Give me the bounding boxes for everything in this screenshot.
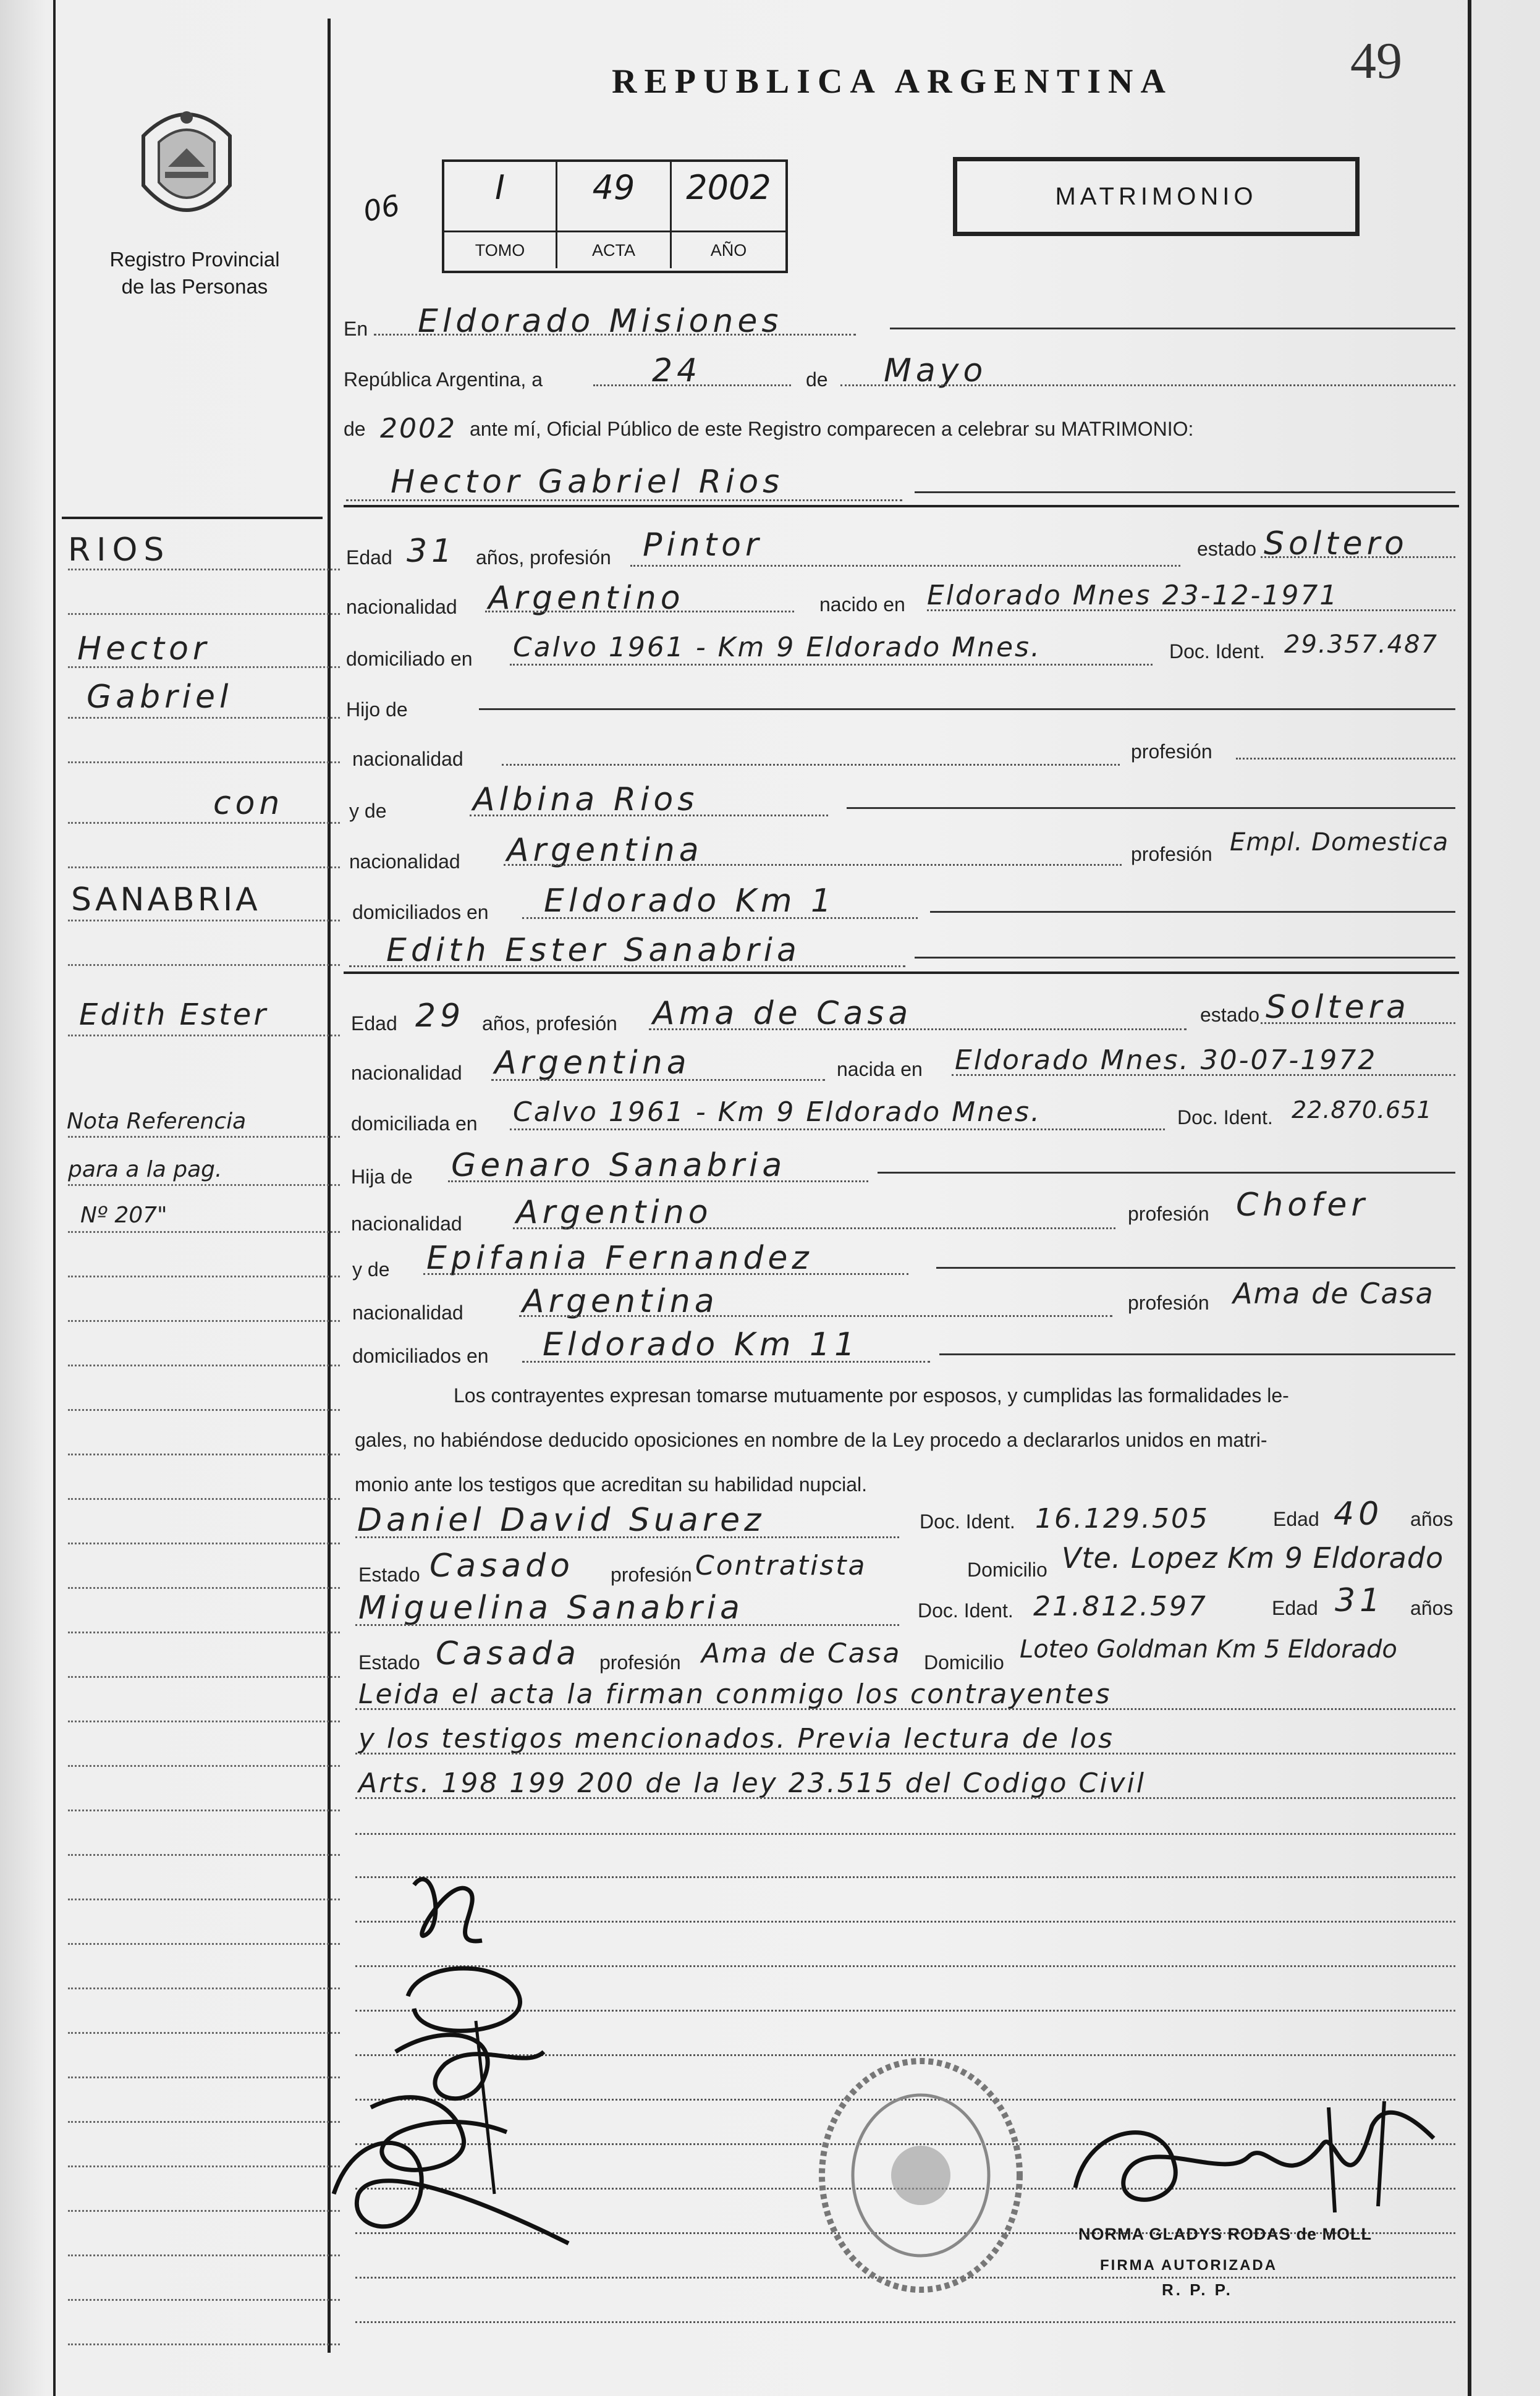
de-label: de bbox=[806, 368, 828, 391]
en-label: En bbox=[344, 318, 368, 340]
bride-nac-label: nacionalidad bbox=[351, 1062, 462, 1084]
bride-domicilio: Calvo 1961 - Km 9 Eldorado Mnes. bbox=[513, 1096, 1041, 1128]
witness1-profesion-label: profesión bbox=[611, 1564, 692, 1586]
dotted-line bbox=[1261, 556, 1455, 558]
witness1-name: Daniel David Suarez bbox=[357, 1502, 766, 1539]
margin-dotted-line bbox=[68, 1543, 340, 1544]
rule-line bbox=[915, 957, 1455, 959]
month-value: Mayo bbox=[884, 352, 988, 389]
dotted-line bbox=[510, 1128, 1165, 1130]
bride-father: Genaro Sanabria bbox=[451, 1147, 787, 1184]
record-box bbox=[442, 159, 788, 273]
margin-dotted-line bbox=[68, 2076, 340, 2078]
margin-dotted-line bbox=[68, 822, 340, 824]
margin-surname1: RIOS bbox=[68, 531, 171, 569]
bride-yde-label: y de bbox=[352, 1258, 390, 1281]
groom-section-rule bbox=[344, 505, 1459, 507]
tomo-cell bbox=[444, 162, 557, 268]
margin-dotted-line bbox=[68, 1136, 340, 1138]
groom-estado-label: estado bbox=[1197, 538, 1257, 560]
witness2-domicilio-label: Domicilio bbox=[924, 1651, 1004, 1674]
bride-dom-label: domiciliada en bbox=[351, 1112, 478, 1135]
margin-given2: Edith Ester bbox=[79, 997, 269, 1032]
margin-dotted-line bbox=[68, 1765, 340, 1767]
margin-dotted-line bbox=[68, 1632, 340, 1633]
witness2-doc-label: Doc. Ident. bbox=[918, 1599, 1013, 1622]
groom-father-prof-label: profesión bbox=[1131, 740, 1212, 763]
rule-line bbox=[890, 328, 1455, 329]
dotted-line bbox=[355, 1624, 899, 1626]
acta-value: 49 bbox=[592, 168, 635, 207]
dotted-line bbox=[355, 2321, 1455, 2323]
margin-dotted-line bbox=[68, 1184, 340, 1186]
margin-given1a: Hector bbox=[77, 630, 211, 667]
registry-line2: de las Personas bbox=[121, 275, 268, 298]
declaration-text bbox=[355, 1373, 1461, 1507]
official-signature bbox=[1063, 2089, 1446, 2231]
margin-dotted-line bbox=[68, 2343, 340, 2345]
dotted-line bbox=[927, 609, 1455, 611]
margin-dotted-line bbox=[68, 1320, 340, 1322]
bride-anos-profesion: años, profesión bbox=[482, 1012, 617, 1035]
groom-anos-profesion: años, profesión bbox=[476, 546, 611, 569]
margin-dotted-line bbox=[68, 2121, 340, 2123]
margin-dotted-line bbox=[68, 2254, 340, 2256]
bride-father-prof-label: profesión bbox=[1128, 1203, 1209, 1225]
margin-dotted-line bbox=[68, 761, 340, 763]
dotted-line bbox=[349, 965, 905, 967]
groom-doc-label: Doc. Ident. bbox=[1169, 640, 1265, 662]
bride-nacida-label: nacida en bbox=[837, 1058, 923, 1080]
groom-yde-label: y de bbox=[349, 800, 387, 822]
dotted-line bbox=[840, 384, 1455, 386]
bride-section-rule bbox=[344, 972, 1459, 974]
witness2-estado: Casada bbox=[436, 1635, 581, 1672]
act-type-box bbox=[953, 157, 1360, 236]
dotted-line bbox=[355, 1708, 1455, 1710]
bride-mother-prof-label: profesión bbox=[1128, 1292, 1209, 1314]
dotted-line bbox=[355, 1833, 1455, 1835]
tomo-value: I bbox=[495, 168, 505, 207]
dotted-line bbox=[1236, 758, 1455, 760]
margin-dotted-line bbox=[68, 1035, 340, 1036]
dotted-line bbox=[513, 1227, 1115, 1229]
bride-mother-nac: Argentina bbox=[522, 1283, 719, 1320]
witness2-profesion-label: profesión bbox=[599, 1651, 681, 1674]
witness2-anos: años bbox=[1410, 1597, 1453, 1619]
dotted-line bbox=[491, 1079, 825, 1081]
dotted-line bbox=[952, 1074, 1455, 1076]
margin-dotted-line bbox=[68, 1854, 340, 1856]
witness2-profesion: Ama de Casa bbox=[701, 1638, 902, 1669]
margin-top-rule bbox=[62, 517, 323, 519]
bride-edad-label: Edad bbox=[351, 1012, 397, 1035]
bride-mother: Epifania Fernandez bbox=[426, 1240, 813, 1277]
witness2-doc: 21.812.597 bbox=[1033, 1591, 1208, 1622]
margin-dotted-line bbox=[68, 2165, 340, 2167]
rule-line bbox=[847, 807, 1455, 809]
dotted-line bbox=[519, 1315, 1112, 1317]
groom-mother-prof-label: profesión bbox=[1131, 843, 1212, 865]
ano-value: 2002 bbox=[686, 168, 771, 207]
margin-dotted-line bbox=[68, 1409, 340, 1411]
margin-dotted-line bbox=[68, 1899, 340, 1900]
witness1-doc: 16.129.505 bbox=[1035, 1503, 1209, 1535]
witness1-domicilio: Vte. Lopez Km 9 Eldorado bbox=[1062, 1541, 1444, 1575]
bride-father-nac: Argentino bbox=[516, 1194, 713, 1231]
official-stamp-icon bbox=[810, 2052, 1032, 2299]
witness2-edad: 31 bbox=[1335, 1582, 1385, 1619]
declaration-line3: monio ante los testigos que acreditan su habilidad nupcial. bbox=[355, 1473, 867, 1496]
closing-line1: Leida el acta la firman conmigo los contrayentes bbox=[358, 1678, 1112, 1710]
dotted-line bbox=[485, 611, 794, 612]
dotted-line bbox=[470, 815, 828, 816]
dotted-line bbox=[510, 664, 1153, 666]
declaration-line2: gales, no habiéndose deducido oposiciones en nombre de la Ley procedo a declararlos unidos en matri- bbox=[355, 1429, 1267, 1451]
margin-dotted-line bbox=[68, 964, 340, 966]
margin-note3: Nº 207" bbox=[80, 1203, 167, 1228]
dotted-line bbox=[355, 1797, 1455, 1799]
rule-line bbox=[930, 911, 1455, 913]
tomo-label: TOMO bbox=[444, 231, 556, 268]
bride-parents-dom-label: domiciliados en bbox=[352, 1345, 489, 1367]
margin-con: con bbox=[213, 785, 284, 822]
margin-dotted-line bbox=[68, 866, 340, 868]
groom-name: Hector Gabriel Rios bbox=[391, 464, 784, 501]
dotted-line bbox=[504, 864, 1122, 866]
republica-label: República Argentina, a bbox=[344, 368, 543, 391]
margin-dotted-line bbox=[68, 1721, 340, 1722]
bride-father-prof: Chofer bbox=[1236, 1187, 1369, 1224]
dotted-line bbox=[522, 917, 918, 919]
dotted-line bbox=[649, 1028, 1187, 1030]
margin-note2: para a la pag. bbox=[68, 1157, 222, 1182]
witness1-doc-label: Doc. Ident. bbox=[920, 1510, 1015, 1533]
bride-profesion: Ama de Casa bbox=[653, 995, 913, 1032]
groom-parents-dom: Eldorado Km 1 bbox=[544, 883, 836, 920]
margin-dotted-line bbox=[68, 1276, 340, 1277]
bride-name: Edith Ester Sanabria bbox=[386, 932, 801, 969]
witness1-domicilio-label: Domicilio bbox=[967, 1559, 1047, 1581]
margin-dotted-line bbox=[68, 666, 340, 668]
acta-cell bbox=[557, 162, 672, 268]
margin-dotted-line bbox=[68, 1943, 340, 1945]
groom-mother: Albina Rios bbox=[473, 781, 699, 818]
act-type-label: MATRIMONIO bbox=[1055, 182, 1258, 210]
witness1-estado-label: Estado bbox=[358, 1564, 420, 1586]
margin-mark: 06 bbox=[360, 188, 403, 229]
groom-mother-nac: Argentina bbox=[507, 832, 703, 869]
dotted-line bbox=[522, 1361, 930, 1363]
bride-doc-label: Doc. Ident. bbox=[1177, 1106, 1273, 1128]
rule-line bbox=[936, 1267, 1455, 1269]
groom-edad: 31 bbox=[407, 533, 457, 570]
dotted-line bbox=[502, 764, 1120, 766]
bride-father-nac-label: nacionalidad bbox=[351, 1213, 462, 1235]
groom-mother-nac-label: nacionalidad bbox=[349, 850, 460, 873]
margin-dotted-line bbox=[68, 1365, 340, 1366]
bride-mother-nac-label: nacionalidad bbox=[352, 1302, 463, 1324]
official-title: FIRMA AUTORIZADA bbox=[1100, 2257, 1278, 2274]
groom-estado: Soltero bbox=[1264, 525, 1408, 562]
rule-line bbox=[878, 1172, 1455, 1174]
page-number: 49 bbox=[1350, 32, 1402, 90]
witness1-estado: Casado bbox=[429, 1547, 574, 1585]
margin-note1: Nota Referencia bbox=[67, 1109, 247, 1134]
margin-dotted-line bbox=[68, 920, 340, 921]
closing-line3: Arts. 198 199 200 de la ley 23.515 del Codigo Civil bbox=[358, 1767, 1146, 1799]
groom-domicilio: Calvo 1961 - Km 9 Eldorado Mnes. bbox=[513, 632, 1041, 663]
groom-edad-label: Edad bbox=[346, 546, 392, 569]
margin-given1b: Gabriel bbox=[87, 679, 233, 716]
margin-dotted-line bbox=[68, 2210, 340, 2212]
place-value: Eldorado Misiones bbox=[418, 303, 783, 340]
rule-line bbox=[915, 491, 1455, 493]
official-name: NORMA GLADYS RODAS de MOLL bbox=[1078, 2225, 1372, 2243]
margin-dotted-line bbox=[68, 569, 340, 570]
dotted-line bbox=[630, 565, 1180, 567]
witness2-edad-label: Edad bbox=[1272, 1597, 1318, 1619]
witness1-profesion: Contratista bbox=[695, 1550, 867, 1581]
year-prefix: de bbox=[344, 418, 366, 440]
official-office: R. P. P. bbox=[1162, 2280, 1233, 2299]
bride-mother-prof: Ama de Casa bbox=[1233, 1277, 1434, 1310]
ano-cell bbox=[672, 162, 785, 268]
bride-nacionalidad: Argentina bbox=[494, 1044, 691, 1082]
groom-hijo-label: Hijo de bbox=[346, 698, 408, 721]
margin-dotted-line bbox=[68, 1676, 340, 1678]
margin-dotted-line bbox=[68, 613, 340, 615]
groom-father-nac-label: nacionalidad bbox=[352, 748, 463, 770]
dotted-line bbox=[355, 1536, 899, 1538]
margin-dotted-line bbox=[68, 2032, 340, 2034]
margin-dotted-line bbox=[68, 1587, 340, 1589]
declaration-line1: Los contrayentes expresan tomarse mutuamente por esposos, y cumplidas las formalidades le- bbox=[454, 1384, 1289, 1407]
bride-doc: 22.870.651 bbox=[1292, 1096, 1432, 1124]
witness2-estado-label: Estado bbox=[358, 1651, 420, 1674]
margin-dotted-line bbox=[68, 1231, 340, 1233]
dotted-line bbox=[355, 1753, 1455, 1755]
dotted-line bbox=[374, 334, 856, 336]
bride-parents-dom: Eldorado Km 11 bbox=[543, 1326, 860, 1363]
margin-dotted-line bbox=[68, 717, 340, 719]
bride-estado-label: estado bbox=[1200, 1004, 1260, 1026]
groom-profesion: Pintor bbox=[643, 527, 763, 564]
bride-edad: 29 bbox=[415, 997, 465, 1035]
witness1-anos: años bbox=[1410, 1508, 1453, 1530]
groom-parents-dom-label: domiciliados en bbox=[352, 901, 489, 923]
day-value: 24 bbox=[652, 352, 702, 389]
ano-label: AÑO bbox=[672, 231, 785, 268]
closing-line2: y los testigos mencionados. Previa lectura de los bbox=[358, 1723, 1114, 1755]
registry-line1: Registro Provincial bbox=[109, 248, 280, 271]
year-value: 2002 bbox=[380, 413, 457, 444]
groom-doc: 29.357.487 bbox=[1284, 630, 1439, 659]
provincial-seal-icon bbox=[131, 99, 242, 229]
bride-estado: Soltera bbox=[1266, 989, 1410, 1026]
acta-label: ACTA bbox=[557, 231, 670, 268]
groom-nacido-label: nacido en bbox=[819, 593, 905, 616]
margin-dotted-line bbox=[68, 2299, 340, 2301]
witness2-name: Miguelina Sanabria bbox=[358, 1590, 744, 1627]
witness1-edad: 40 bbox=[1334, 1496, 1384, 1533]
dotted-line bbox=[1261, 1022, 1455, 1024]
margin-dotted-line bbox=[68, 1987, 340, 1989]
groom-mother-prof: Empl. Domestica bbox=[1230, 828, 1449, 857]
dotted-line bbox=[423, 1273, 908, 1275]
margin-dotted-line bbox=[68, 1810, 340, 1811]
groom-nacido: Eldorado Mnes 23-12-1971 bbox=[927, 580, 1339, 611]
right-border bbox=[1468, 0, 1471, 2396]
margin-dotted-line bbox=[68, 1454, 340, 1455]
groom-dom-label: domiciliado en bbox=[346, 648, 473, 670]
intro-statement: ante mí, Oficial Público de este Registro comparecen a celebrar su MATRIMONIO: bbox=[470, 418, 1194, 440]
signatures-scribble bbox=[321, 1848, 754, 2293]
groom-nacionalidad: Argentino bbox=[488, 580, 685, 617]
dotted-line bbox=[346, 499, 902, 501]
bride-hija-label: Hija de bbox=[351, 1166, 413, 1188]
margin-surname2: SANABRIA bbox=[71, 881, 261, 918]
dotted-line bbox=[593, 384, 791, 386]
rule-line bbox=[939, 1353, 1455, 1355]
country-title: REPUBLICA ARGENTINA bbox=[612, 62, 1173, 101]
groom-nac-label: nacionalidad bbox=[346, 596, 457, 618]
witness1-edad-label: Edad bbox=[1273, 1508, 1319, 1530]
bride-nacida: Eldorado Mnes. 30-07-1972 bbox=[955, 1044, 1377, 1076]
rule-line bbox=[479, 708, 1455, 710]
dotted-line bbox=[448, 1180, 868, 1182]
margin-dotted-line bbox=[68, 1498, 340, 1500]
witness2-domicilio: Loteo Goldman Km 5 Eldorado bbox=[1020, 1635, 1397, 1664]
left-margin-border bbox=[53, 0, 56, 2396]
